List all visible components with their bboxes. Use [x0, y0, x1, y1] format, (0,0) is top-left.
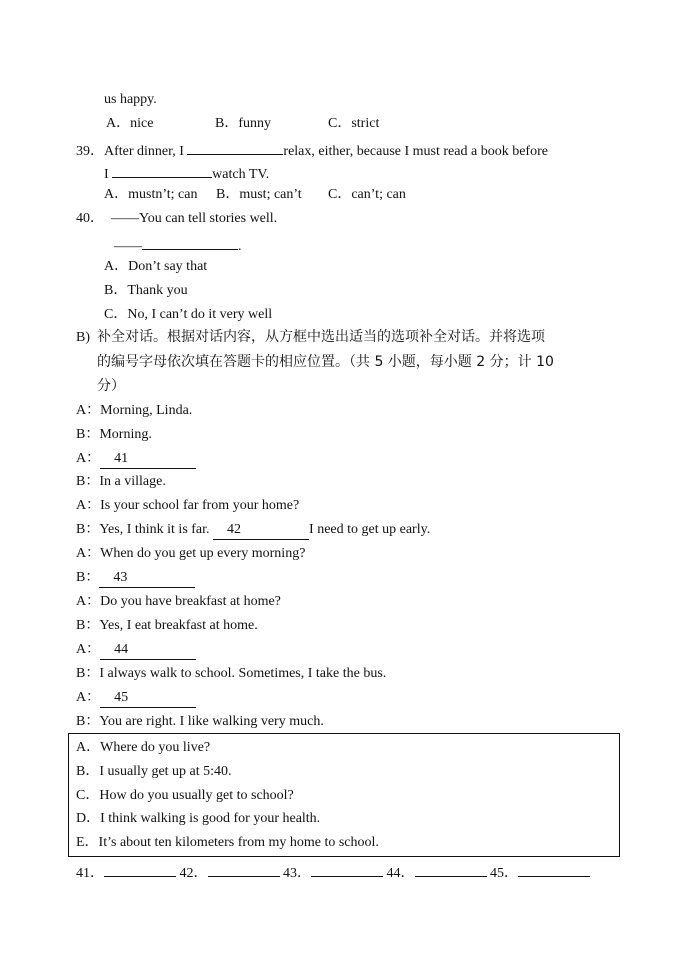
q39-option-c: C．can’t; can — [328, 187, 406, 202]
dialogue-text: Is your school far from your home? — [100, 498, 300, 513]
dialogue-line — [76, 521, 430, 540]
dialogue-line — [76, 402, 192, 420]
box-option-b: B．I usually get up at 5:40. — [76, 764, 232, 779]
answer-label-45: 45． — [490, 866, 518, 881]
speaker: A： — [76, 451, 101, 466]
q40-line1 — [76, 210, 277, 228]
dialogue-line — [76, 473, 166, 491]
dialogue-line — [76, 450, 196, 469]
section-b-instr-3: 分） — [97, 378, 125, 394]
answer-label-43: 43． — [283, 866, 311, 881]
dialogue-text: Yes, I eat breakfast at home. — [99, 618, 258, 633]
q39-line1 — [76, 139, 548, 161]
dialogue-line — [76, 689, 196, 708]
speaker: A： — [76, 690, 101, 705]
q39-number: 39． — [76, 144, 104, 159]
q40-blank[interactable] — [142, 234, 238, 250]
q39-blank-1[interactable] — [187, 139, 283, 155]
q39-blank-2[interactable] — [112, 162, 212, 178]
dialogue-text: Morning, Linda. — [100, 403, 193, 418]
answer-blank-41[interactable] — [104, 861, 176, 877]
q40-line2 — [114, 234, 242, 256]
dialogue-text: I always walk to school. Sometimes, I take the bus. — [99, 666, 387, 681]
speaker: A： — [76, 546, 101, 561]
answer-blank-42[interactable] — [208, 861, 280, 877]
speaker: A： — [76, 498, 101, 513]
q38-option-a: A．nice — [106, 116, 154, 131]
blank-45[interactable]: 45 — [100, 689, 196, 708]
dialogue-line — [76, 641, 196, 660]
section-b-label: B) — [76, 330, 90, 345]
speaker: B： — [76, 427, 100, 442]
section-b-instr-2: 的编号字母依次填在答题卡的相应位置。（共 5 小题，每小题 2 分；计 10 — [97, 354, 554, 370]
dialogue-line — [76, 713, 324, 731]
dialogue-text: You are right. I like walking very much. — [99, 714, 324, 729]
answer-label-41: 41． — [76, 866, 104, 881]
q40-number: 40． — [76, 211, 104, 226]
answer-blank-45[interactable] — [518, 861, 590, 877]
q39-text-c: I — [104, 167, 109, 182]
box-option-e: E．It’s about ten kilometers from my home to school. — [76, 835, 379, 850]
speaker: A： — [76, 594, 101, 609]
q40-option-b: B．Thank you — [104, 283, 188, 298]
blank-44[interactable]: 44 — [100, 641, 196, 660]
speaker: B： — [76, 570, 100, 585]
dialogue-line — [76, 665, 386, 683]
answer-label-44: 44． — [386, 866, 415, 881]
box-option-a: A．Where do you live? — [76, 740, 211, 755]
q40-option-c: C．No, I can’t do it very well — [104, 307, 273, 322]
answer-row — [76, 861, 590, 883]
dialogue-line — [76, 593, 281, 611]
speaker: A： — [76, 642, 101, 657]
answer-label-42: 42． — [179, 866, 208, 881]
dialogue-text: In a village. — [99, 474, 166, 489]
blank-43[interactable]: 43 — [99, 569, 195, 588]
q38-tail: us happy. — [104, 92, 157, 107]
q39-text-b: relax, either, because I must read a book before — [283, 144, 548, 159]
q38-option-b: B．funny — [215, 116, 271, 131]
dialogue-text-after: I need to get up early. — [309, 522, 431, 537]
speaker: B： — [76, 618, 100, 633]
answer-blank-44[interactable] — [415, 861, 487, 877]
dialogue-line — [76, 497, 299, 515]
dialogue-line — [76, 569, 195, 588]
q39-text-a: After dinner, I — [104, 144, 184, 159]
q40-option-a: A．Don’t say that — [104, 259, 208, 274]
q40-dash: —— — [114, 239, 142, 254]
blank-41[interactable]: 41 — [100, 450, 196, 469]
dialogue-text: When do you get up every morning? — [100, 546, 306, 561]
q40-prompt: ——You can tell stories well. — [111, 211, 278, 226]
speaker: A： — [76, 403, 101, 418]
q39-option-a: A．mustn’t; can — [104, 187, 198, 202]
speaker: B： — [76, 714, 100, 729]
dialogue-line — [76, 617, 258, 635]
answer-blank-43[interactable] — [311, 861, 383, 877]
dialogue-line — [76, 545, 305, 563]
q38-option-c: C．strict — [328, 116, 380, 131]
dialogue-line — [76, 426, 152, 444]
q39-line2 — [104, 162, 269, 184]
q40-period: . — [238, 239, 242, 254]
dialogue-text: Do you have breakfast at home? — [100, 594, 281, 609]
q39-text-d: watch TV. — [212, 167, 270, 182]
q39-option-b: B．must; can’t — [216, 187, 302, 202]
speaker: B： — [76, 522, 100, 537]
speaker: B： — [76, 474, 100, 489]
box-option-c: C．How do you usually get to school? — [76, 788, 294, 803]
section-b-instr-1: 补全对话。根据对话内容，从方框中选出适当的选项补全对话。并将选项 — [97, 329, 545, 345]
speaker: B： — [76, 666, 100, 681]
blank-42[interactable]: 42 — [213, 521, 309, 540]
dialogue-text: Morning. — [99, 427, 152, 442]
dialogue-text: Yes, I think it is far. — [99, 522, 210, 537]
box-option-d: D．I think walking is good for your health. — [76, 811, 321, 826]
